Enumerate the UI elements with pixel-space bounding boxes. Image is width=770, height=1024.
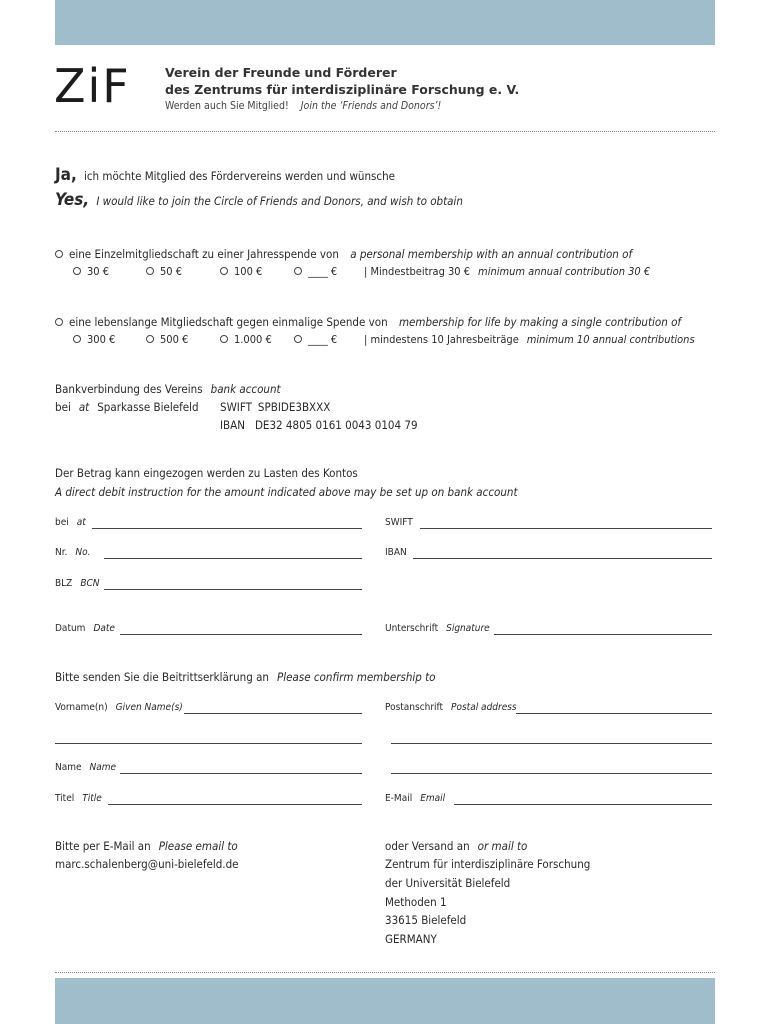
address-line: 33615 Bielefeld [385,913,467,927]
debit-blz-field[interactable] [104,589,362,590]
radio-circle-icon[interactable] [220,267,228,275]
radio-circle-icon[interactable] [294,267,302,275]
intro-ja [55,165,395,185]
ja-word: Ja, [55,165,77,185]
debit-swift-label: SWIFT [385,517,413,528]
debit-iban-field[interactable] [413,558,712,559]
tagline-de: Werden auch Sie Mitglied! [165,100,289,112]
annual-option-50[interactable]: 50 € [146,265,182,278]
annual-option-30[interactable]: 30 € [73,265,109,278]
debit-blz-label: BLZ BCN [55,578,100,589]
address-line: Zentrum für interdisziplinäre Forschung [385,857,591,871]
debit-signature-label: Unterschrift Signature [385,623,490,634]
postal-address-field-line3[interactable] [391,773,712,774]
annual-label-de: eine Einzelmitgliedschaft zu einer Jahresspende von [69,247,339,261]
annual-membership-radio[interactable] [55,247,632,261]
postal-address-field[interactable] [516,713,712,714]
debit-bank-field[interactable] [92,528,362,529]
address-line: der Universität Bielefeld [385,876,511,890]
bank-iban: IBAN DE32 4805 0161 0043 0104 79 [220,418,418,432]
debit-signature-field[interactable] [494,634,712,635]
life-note: | mindestens 10 Jahresbeiträge minimum 10 annual contributions [364,333,695,346]
life-label-de: eine lebenslange Mitgliedschaft gegen einmalige Spende von [69,315,388,329]
ja-text: ich möchte Mitglied des Fördervereins werden und wünsche [83,169,396,183]
life-membership-radio[interactable] [55,315,681,329]
radio-circle-icon[interactable] [73,335,81,343]
tagline-en: Join the ‘Friends and Donors’! [300,100,442,112]
radio-circle-icon[interactable] [55,250,63,258]
zif-logo: ZiF [54,59,131,113]
radio-circle-icon[interactable] [73,267,81,275]
yes-word: Yes, [55,190,90,210]
radio-circle-icon[interactable] [55,318,63,326]
debit-iban-label: IBAN [385,547,407,558]
email-field[interactable] [454,804,712,805]
debit-swift-field[interactable] [420,528,712,529]
yes-text: I would like to join the Circle of Friends and Donors, and wish to obtain [96,194,463,208]
debit-date-field[interactable] [120,634,362,635]
org-name-line1: Verein der Freunde und Förderer [165,65,397,80]
debit-text-de: Der Betrag kann eingezogen werden zu Lasten des Kontos [55,466,358,480]
life-option-custom[interactable]: ____ € [294,333,337,346]
debit-account-number-field[interactable] [104,558,362,559]
annual-option-100[interactable]: 100 € [220,265,262,278]
address-line: Methoden 1 [385,895,447,909]
radio-circle-icon[interactable] [294,335,302,343]
bank-swift: SWIFT SPBIDE3BXXX [220,400,331,414]
footer-band [55,978,715,1024]
debit-bei-label: bei at [55,517,86,528]
postal-address-field-line2[interactable] [391,743,712,744]
radio-circle-icon[interactable] [146,267,154,275]
life-label-en: membership for life by making a single contribution of [398,315,682,329]
postal-address-label: Postanschrift Postal address [385,702,517,713]
name-label: Name Name [55,762,117,773]
debit-date-label: Datum Date [55,623,115,634]
given-names-label: Vorname(n) Given Name(s) [55,702,183,713]
confirm-title: Bitte senden Sie die Beitrittserklärung an Please confirm membership to [55,670,436,684]
annual-option-custom[interactable]: ____ € [294,265,337,278]
annual-label-en: a personal membership with an annual contribution of [350,247,633,261]
life-option-1000[interactable]: 1.000 € [220,333,272,346]
contact-email-link[interactable]: marc.schalenberg@uni-bielefeld.de [55,857,239,871]
address-line: GERMANY [385,932,437,946]
title-field[interactable] [108,804,362,805]
debit-nr-label: Nr. No. [55,547,91,558]
mail-instruction: oder Versand an or mail to [385,839,528,853]
org-name-line2: des Zentrums für interdisziplinäre Forschung e. V. [165,82,520,97]
annual-note: | Mindestbeitrag 30 € minimum annual contribution 30 € [364,265,651,278]
debit-text-en: A direct debit instruction for the amount indicated above may be set up on bank account [55,485,518,499]
radio-circle-icon[interactable] [220,335,228,343]
life-option-500[interactable]: 500 € [146,333,188,346]
email-instruction: Bitte per E-Mail an Please email to [55,839,238,853]
given-names-field-line2[interactable] [55,743,362,744]
email-label: E-Mail Email [385,793,446,804]
radio-circle-icon[interactable] [146,335,154,343]
bank-title: Bankverbindung des Vereins bank account [55,382,281,396]
given-names-field[interactable] [184,713,362,714]
title-label: Titel Title [55,793,102,804]
life-option-300[interactable]: 300 € [73,333,115,346]
header-band [55,0,715,45]
divider [55,972,715,973]
intro-yes [55,190,463,210]
name-field[interactable] [120,773,362,774]
tagline [165,100,441,112]
bank-name-row: bei at Sparkasse Bielefeld [55,400,199,414]
divider [55,131,715,132]
